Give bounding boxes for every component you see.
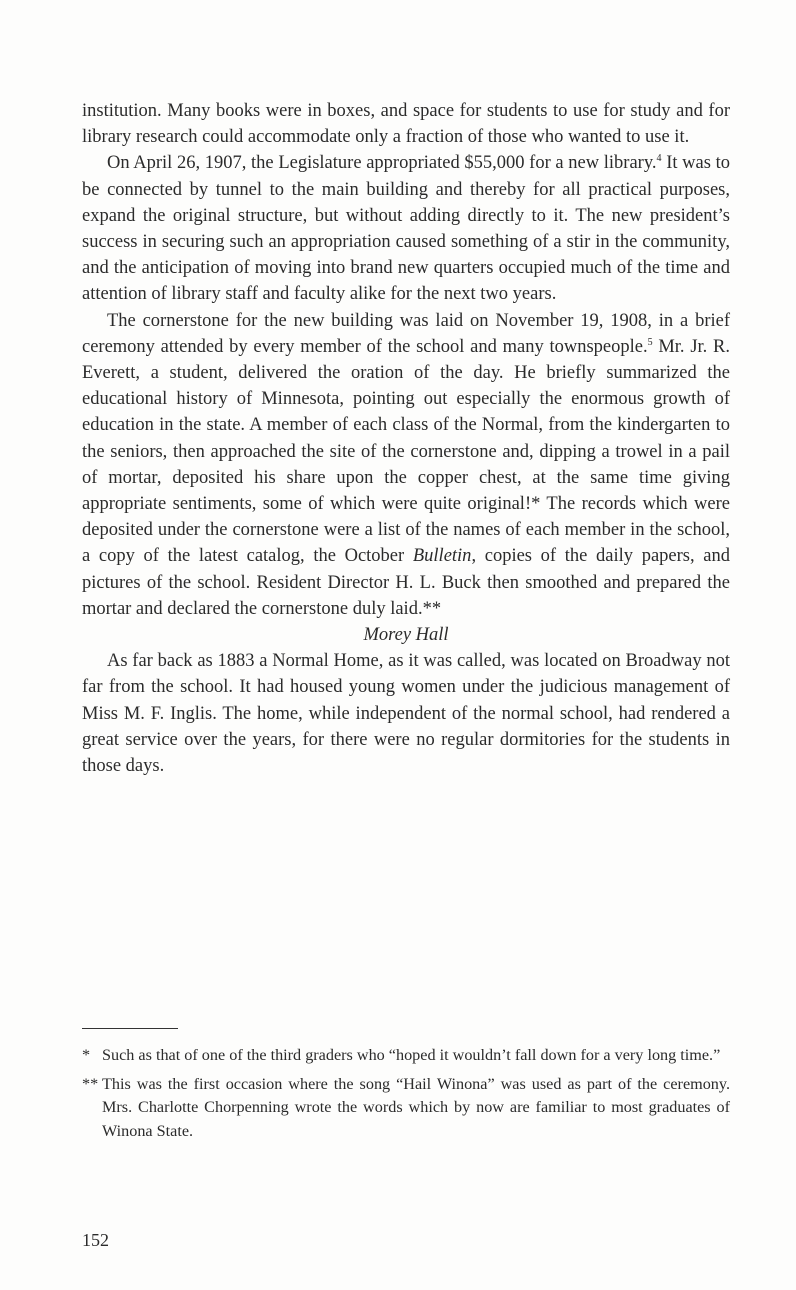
footnote-mark: ** xyxy=(82,1075,99,1094)
footnote-ref-4: 4 xyxy=(656,153,662,165)
footnote xyxy=(82,1044,730,1067)
paragraph-3-text-c: , copies of the daily papers, and pictures of the school. Resident Director H. L. Buck then smoothed and prepared the mortar and declared the cornerstone duly laid.** xyxy=(82,546,730,619)
paragraph-3-text-a: The cornerstone for the new building was laid on November 19, 1908, in a brief ceremony attended by every member of the school and many townspeople. xyxy=(82,310,730,357)
paragraph-2-text-b: It was to be connected by tunnel to the main building and thereby for all practical purposes, expand the original structure, but without adding directly to it. The new president’s success in securing such an appropriation caused something of a stir in the community, and the anticipation of moving into brand new quarters occupied much of the time and attention of library staff and faculty alike for the next two years. xyxy=(82,153,730,305)
footnote-mark: * xyxy=(82,1046,91,1064)
footnote-divider xyxy=(82,1028,178,1029)
body-text xyxy=(82,98,730,779)
page-number: 152 xyxy=(82,1230,109,1250)
bulletin-title: Bulletin xyxy=(412,546,472,567)
footnote-ref-5: 5 xyxy=(647,336,653,348)
paragraph-3 xyxy=(82,308,730,622)
paragraph-4: As far back as 1883 a Normal Home, as it was called, was located on Broadway not far from the school. It had housed young women under the judicious management of Miss M. F. Inglis. The home, while independent of the normal school, had rendered a great service over the years, for there were no regular dormitories for the students in those days. xyxy=(82,651,730,777)
paragraph-2 xyxy=(82,150,730,307)
footnote-text: This was the first occasion where the song “Hail Winona” was used as part of the ceremony. Mrs. Charlotte Chorpenning wrote the words which by now are familiar to most graduates of Winona State. xyxy=(102,1075,730,1140)
footnote xyxy=(82,1073,730,1143)
paragraph-2-text-a: On April 26, 1907, the Legislature appropriated $55,000 for a new library. xyxy=(106,153,657,174)
footnotes xyxy=(82,1044,730,1149)
paragraph-3-text-b: Mr. Jr. R. Everett, a student, delivered the oration of the day. He briefly summarized the educational history of Minnesota, pointing out especially the enormous growth of education in the state. A member of each class of the Normal, from the kindergarten to the seniors, then approached the site of the cornerstone and, dipping a trowel in a pail of mortar, deposited his share upon the copper chest, at the same time giving appropriate sentiments, some of which were quite original!* The records which were deposited under the cornerstone were a list of the names of each member in the school, a copy of the latest catalog, the October xyxy=(82,336,730,567)
paragraph-1: institution. Many books were in boxes, and space for students to use for study and for library research could accommodate only a fraction of those who wanted to use it. xyxy=(82,101,730,148)
section-heading: Morey Hall xyxy=(363,625,449,646)
footnote-text: Such as that of one of the third graders who “hoped it wouldn’t fall down for a very long time.” xyxy=(102,1046,721,1064)
